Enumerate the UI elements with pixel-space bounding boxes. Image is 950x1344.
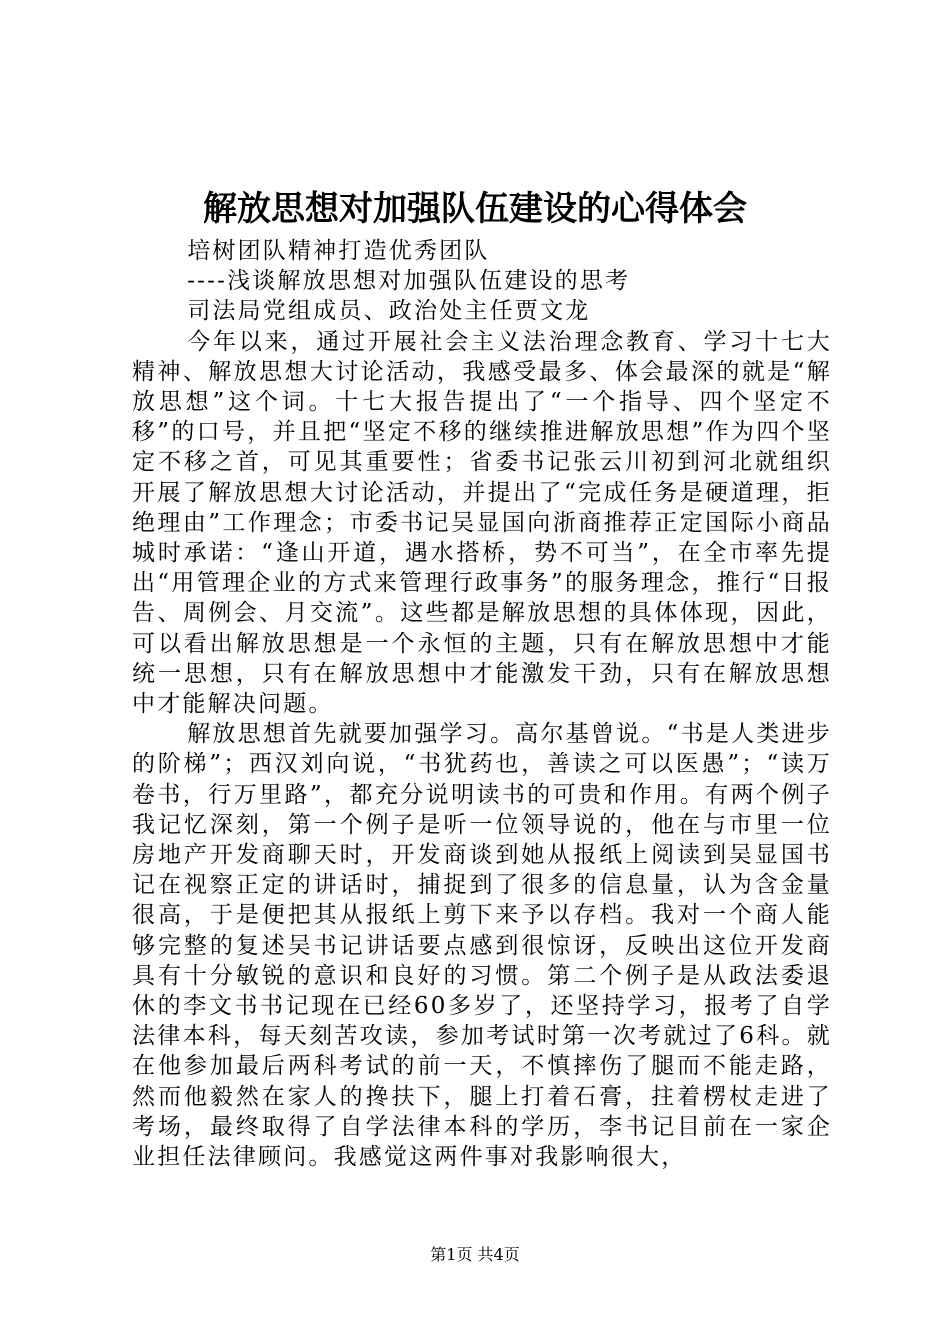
document-body bbox=[132, 236, 832, 1172]
subtitle-line: 培树团队精神打造优秀团队 bbox=[187, 238, 490, 264]
page-footer: 第1页 共4页 bbox=[430, 1245, 520, 1264]
author-line: 司法局党组成员、政治处主任贾文龙 bbox=[187, 298, 591, 325]
document-title: 解放思想对加强队伍建设的心得体会 bbox=[203, 189, 747, 229]
subtitle-line: ----浅谈解放思想对加强队伍建设的思考 bbox=[187, 268, 631, 295]
paragraph: 解放思想首先就要加强学习。高尔基曾说。“书是人类进步的阶梯”；西汉刘向说，“书犹药也，善读之可以医愚”；“读万卷书，行万里路”，都充分说明读书的可贵和作用。有两个例子我记忆深刻，第一个例子是听一位领导说的，他在与市里一位房地产开发商聊天时，开发商谈到她从报纸上阅读到吴显国书记在视察正定的讲话时，捕捉到了很多的信息量，认为含金量很高，于是便把其从报纸上剪下来予以存档。我对一个商人能够完整的复述吴书记讲话要点感到很惊讶，反映出这位开发商具有十分敏锐的意识和良好的习惯。第二个例子是从政法委退休的李文书书记现在已经60多岁了，还坚持学习，报考了自学法律本科，每天刻苦攻读，参加考试时第一次考就过了6科。就在他参加最后两科考试的前一天，不慎摔伤了腿而不能走路，然而他毅然在家人的搀扶下，腿上打着石膏，拄着楞杖走进了考场，最终取得了自学法律本科的学历，李书记目前在一家企业担任法律顾问。我感觉这两件事对我影响很大， bbox=[132, 721, 832, 1171]
paragraph: 今年以来，通过开展社会主义法治理念教育、学习十七大精神、解放思想大讨论活动，我感受最多、体会最深的就是“解放思想”这个词。十七大报告提出了“一个指导、四个坚定不移”的口号，并且把“坚定不移的继续推进解放思想”作为四个坚定不移之首，可见其重要性；省委书记张云川初到河北就组织开展了解放思想大讨论活动，并提出了“完成任务是硬道理，拒绝理由”工作理念；市委书记吴显国向浙商推荐正定国际小商品城时承诺：“逢山开道，遇水搭桥，势不可当”，在全市率先提出“用管理企业的方式来管理行政事务”的服务理念，推行“日报告、周例会、月交流”。这些都是解放思想的具体体现，因此，可以看出解放思想是一个永恒的主题，只有在解放思想中才能统一思想，只有在解放思想中才能激发干劲，只有在解放思想中才能解决问题。 bbox=[132, 328, 832, 718]
